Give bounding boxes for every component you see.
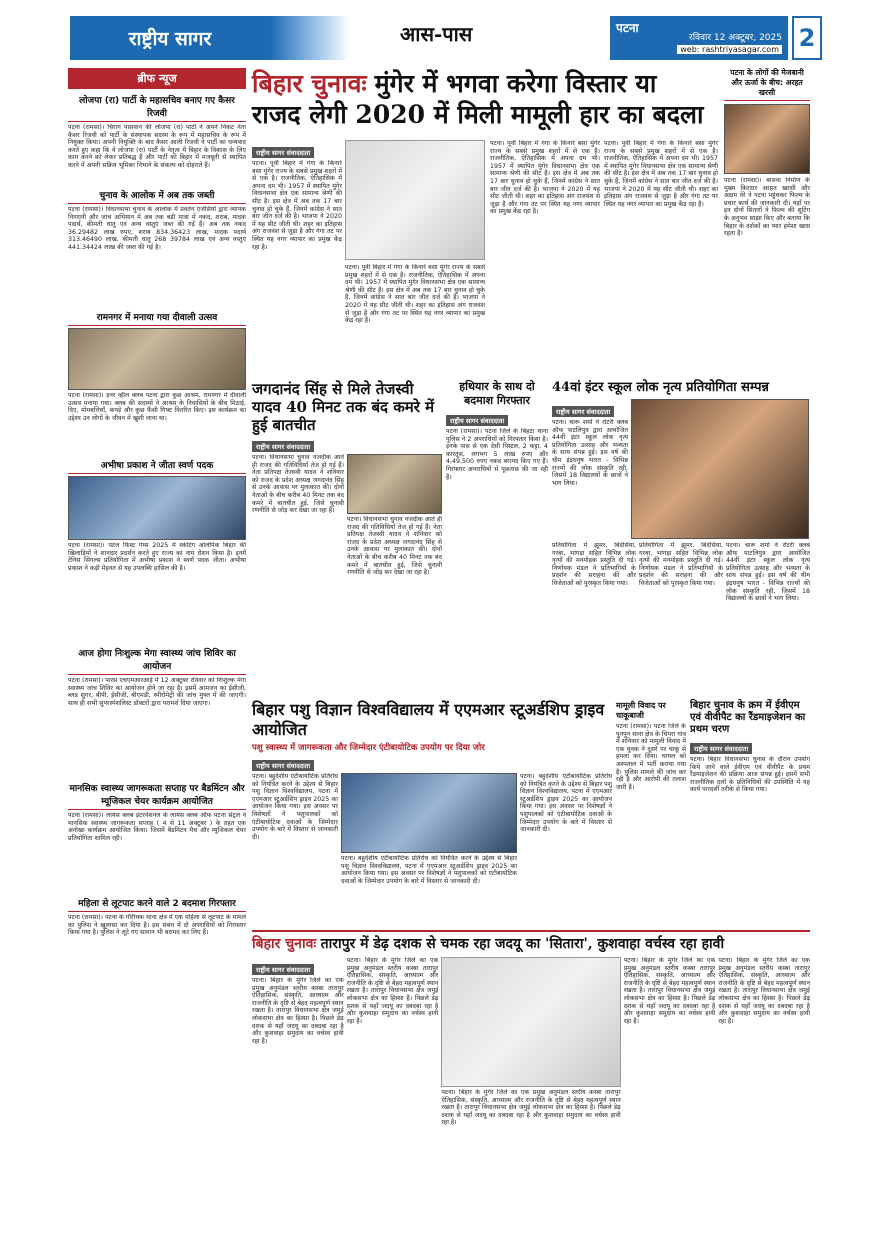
tarapur-label: बिहार चुनावः <box>252 936 317 952</box>
dance-body: पटना। चारू शर्मा ने रोटरी क्लब ऑफ पाटलिपुत्र द्वारा आयोजित 44वीं इंटर स्कूल लोक नृत्य प्रतियोगिता उत्साह और भव्यता के साथ संपन्न हुई। इस वर्ष की थीम इंद्रधनुष भारत - विभिन्न राज्यों की लोक संस्कृति रही, जिसमें 18 विद्यालयों के छात्रों ने भाग लिया। <box>552 419 628 487</box>
tarapur-headline: तारापुर में डेढ़ दशक से चमक रहा जदयू का 'सितारा', कुशवाहा वर्चस्व रहा हावी <box>320 936 725 952</box>
lead-headline <box>252 68 718 136</box>
lead-headline-b: राजद लेगी 2020 में मिली मामूली हार का बदला <box>252 100 704 129</box>
vet-body-3: पटना। बहुदेशीय एंटीबायोटिक प्रतिरोध को नियंत्रित करने के उद्देश्य से बिहार पशु विज्ञान विश्वविद्यालय, पटना में एएमआर स्टूअर्डशिप ड्राइव 2025 का आयोजन किया गया। इस अवसर पर विशेषज्ञों ने पशुपालकों को एंटीबायोटिक दवाओं के जिम्मेदार उपयोग के बारे में विस्तार से जानकारी दी। <box>520 773 612 834</box>
vet-photo <box>341 773 517 853</box>
lead-headline-a: मुंगेर में भगवा करेगा विस्तार या <box>374 69 657 98</box>
lead-label: बिहार चुनावः <box>252 69 367 98</box>
brief-headline: अभीषा प्रकाश ने जीता स्वर्ण पदक <box>68 456 246 474</box>
lead-body-col2: पटना। पूर्वी बिहार में गंगा के किनारे बसा मुंगेर राज्य के सबसे प्रमुख शहरों में से एक है। राजनीतिक, ऐतिहासिक में अपना दम भी। 1957 में स्थापित मुंगेर विधानसभा क्षेत्र एक सामान्य श्रेणी की सीट है। इस क्षेत्र में अब तक 17 बार चुनाव हो चुके हैं, जिनमें कांग्रेस ने सात बार जीत दर्ज की है। भाजपा ने 2020 में यह सीट जीती थी। शहर का इतिहास अंग राजवंश से जुड़ा है और गंगा तट पर स्थित यह नगर व्यापार का प्रमुख केंद्र रहा है। <box>345 264 485 325</box>
side-body: पटना (रामसा)। बासवा निर्माण के मुख्य किरदार अरहत खरसी और अक्षय वेरे ने पटना पहुंचकर फिल्म के प्रचार कार्य की जानकारी दी। यहाँ पर इन दोनों सितारों ने फिल्म की शूटिंग के अनुभव साझा किए और बताया कि बिहार के दर्शकों का प्यार हमेशा खास रहता है। <box>724 177 810 238</box>
page-number: 2 <box>792 16 822 60</box>
section-title: आस-पास <box>400 22 473 46</box>
lead-body-col4: पटना। पूर्वी बिहार में गंगा के किनारे बसा मुंगेर राज्य के सबसे प्रमुख शहरों में से एक है। राजनीतिक, ऐतिहासिक में अपना दम भी। 1957 में स्थापित मुंगेर विधानसभा क्षेत्र एक सामान्य श्रेणी की सीट है। इस क्षेत्र में अब तक 17 बार चुनाव हो चुके हैं, जिनमें कांग्रेस ने सात बार जीत दर्ज की है। भाजपा ने 2020 में यह सीट जीती थी। शहर का इतिहास अंग राजवंश से जुड़ा है और गंगा तट पर स्थित यह नगर व्यापार का प्रमुख केंद्र रहा है। <box>604 140 718 208</box>
brief-title: ब्रीफ न्यूज <box>68 68 246 89</box>
actor-photo <box>724 104 810 174</box>
dance-body-2: प्रतियोगिता में झूमर, बिदेसिया, गरबा, भांगड़ा सहित विभिन्न लोक नृत्यों की मनमोहक प्रस्तुति दी गई। निर्णायक मंडल ने प्रतिभागियों के प्रदर्शन की सराहना की और विजेताओं को पुरस्कृत किया गया। <box>552 542 636 587</box>
stabbing-body: पटना (रामसा)। पटना जिले के पुनपुन थाना क्षेत्र के चिपरा गांव में शनिवार को मामूली विवाद में एक युवक ने दूसरे पर चाकू से हमला कर दिया। घायल को अस्पताल में भर्ती कराया गया है। पुलिस मामले की जांच कर रही है और आरोपी की तलाश जारी है। <box>616 723 686 791</box>
brief-body: पटना (रामसा)। पटना के गौरीचक थाना क्षेत्र में एक महिला से लूटपाट के मामले का पुलिस ने खुलासा कर दिया है। इस संबंध में दो अपराधियों को गिरफ्तार किया गया है। पुलिस ने लूटे गए सामान भी बरामद कर लिए हैं। <box>68 914 246 937</box>
lead-byline: राष्ट्रीय सागर संवाददाता <box>252 147 314 158</box>
brief-headline: मानसिक स्वास्थ्य जागरूकता सप्ताह पर बैडमिंटन और म्यूजिकल चेयर कार्यक्रम आयोजित <box>68 779 246 810</box>
jagdanand-photo <box>347 454 442 514</box>
vet-body: पटना। बहुदेशीय एंटीबायोटिक प्रतिरोध को नियंत्रित करने के उद्देश्य से बिहार पशु विज्ञान विश्वविद्यालय, पटना में एएमआर स्टूअर्डशिप ड्राइव 2025 का आयोजन किया गया। इस अवसर पर विशेषज्ञों ने पशुपालकों को एंटीबायोटिक दवाओं के जिम्मेदार उपयोग के बारे में विस्तार से जानकारी दी। <box>252 773 338 841</box>
dance-body-4: पटना। चारू शर्मा ने रोटरी क्लब ऑफ पाटलिपुत्र द्वारा आयोजित 44वीं इंटर स्कूल लोक नृत्य प्रतियोगिता उत्साह और भव्यता के साथ संपन्न हुई। इस वर्ष की थीम इंद्रधनुष भारत - विभिन्न राज्यों की लोक संस्कृति रही, जिसमें 18 विद्यालयों के छात्रों ने भाग लिया। <box>726 542 810 603</box>
tarapur-body-5: पटना। बिहार के मुंगेर जिले का एक प्रमुख अनुमंडल स्तरीय कस्बा तारापुर ऐतिहासिक, संस्कृति, आध्यात्म और राजनीति के दृष्टि से बेहद महत्वपूर्ण स्थान रखता है। तारापुर विधानसभा क्षेत्र जमुई लोकसभा क्षेत्र का हिस्सा है। पिछले डेढ़ दशक से यहाँ जदयू का दबदबा रहा है और कुशवाहा समुदाय का वर्चस्व हावी रहा है। <box>718 957 811 1025</box>
vet-subhead: पशु स्वास्थ्य में जागरूकता और जिम्मेदार एंटीबायोटिक उपयोग पर दिया जोर <box>252 743 485 753</box>
lead-body: पटना। पूर्वी बिहार में गंगा के किनारे बसा मुंगेर राज्य के सबसे प्रमुख शहरों में से एक है। राजनीतिक, ऐतिहासिक में अपना दम भी। 1957 में स्थापित मुंगेर विधानसभा क्षेत्र एक सामान्य श्रेणी की सीट है। इस क्षेत्र में अब तक 17 बार चुनाव हो चुके हैं, जिनमें कांग्रेस ने सात बार जीत दर्ज की है। भाजपा ने 2020 में यह सीट जीती थी। शहर का इतिहास अंग राजवंश से जुड़ा है और गंगा तट पर स्थित यह नगर व्यापार का प्रमुख केंद्र रहा है। <box>252 160 342 251</box>
stabbing-story <box>616 700 686 933</box>
lead-body-col3: पटना। पूर्वी बिहार में गंगा के किनारे बसा मुंगेर राज्य के सबसे प्रमुख शहरों में से एक है। राजनीतिक, ऐतिहासिक में अपना दम भी। 1957 में स्थापित मुंगेर विधानसभा क्षेत्र एक सामान्य श्रेणी की सीट है। इस क्षेत्र में अब तक 17 बार चुनाव हो चुके हैं, जिनमें कांग्रेस ने सात बार जीत दर्ज की है। भाजपा ने 2020 में यह सीट जीती थी। शहर का इतिहास अंग राजवंश से जुड़ा है और गंगा तट पर स्थित यह नगर व्यापार का प्रमुख केंद्र रहा है। <box>490 140 600 216</box>
brief-body: पटना (रामसा)। विधानसभा चुनाव के आलोक में प्रवर्तन एजेंसियों द्वारा व्यापक निगरानी और जांच अभियान में अब तक बड़ी मात्रा में नकद, शराब, मादक पदार्थ, कीमती धातु एवं अन्य वस्तुएं जब्त की गई हैं। अब तक नकद 36.29482 लाख रुपए, शराब 834.36423 लाख, मादक पदार्थ 313.46490 लाख, कीमती धातु 268 39784 लाख एवं अन्य वस्तुएं 441.34424 लाख की जब्त की गई है। <box>68 206 246 251</box>
vet-story <box>252 700 612 943</box>
munger-map <box>345 140 485 260</box>
jagdanand-headline: जगदानंद सिंह से मिले तेजस्वी यादव 40 मिनट तक बंद कमरे में हुई बातचीत <box>252 380 435 434</box>
vet-headline: बिहार पशु विज्ञान विश्वविद्यालय में एएमआर स्टूअर्डशिप ड्राइव आयोजित <box>252 700 605 739</box>
medal-photo <box>68 476 246 540</box>
website: web: rashtriyasagar.com <box>677 45 782 54</box>
brief-body: पटना (रामसा)। पारस एचएमआरआई में 12 अक्टूबर रविवार को निःशुल्क मेगा स्वास्थ्य जांच शिविर का आयोजन होने जा रहा है। इसमें आमजन का ईसीजी, ब्लड शुगर, बीपी, ईसीजी, बीएमडी, स्पीरोमेट्री की जांच मुफ्त में की जाएगी। साथ ही सभी सुपरस्पेशलिस्ट डॉक्टरों द्वारा परामर्श दिया जाएगा। <box>68 677 246 707</box>
dance-photo <box>631 399 809 539</box>
arms-body: पटना (रामसा)। पटना जिले के बिहटा थाना पुलिस ने 2 अपराधियों को गिरफ्तार किया है। इनके पास से एक देसी पिस्टल, 2 कट्टा, 4 कारतूस, लगभग 5 लाख रुपए और 4,49,500 रुपए नकद बरामद किए गए हैं। गिरफ्तार अपराधियों से पूछताछ की जा रही है। <box>446 428 548 481</box>
vet-body-2: पटना। बहुदेशीय एंटीबायोटिक प्रतिरोध को नियंत्रित करने के उद्देश्य से बिहार पशु विज्ञान विश्वविद्यालय, पटना में एएमआर स्टूअर्डशिप ड्राइव 2025 का आयोजन किया गया। इस अवसर पर विशेषज्ञों ने पशुपालकों को एंटीबायोटिक दवाओं के जिम्मेदार उपयोग के बारे में विस्तार से जानकारी दी। <box>341 855 517 885</box>
evm-body: पटना। बिहार विधानसभा चुनाव के दौरान उपयोग किये जाने वाले ईवीएम एवं वीवीपैट के प्रथम रैंडमाइजेशन की प्रक्रिया आज संपन्न हुई। इसमें सभी राजनीतिक दलों के प्रतिनिधियों की उपस्थिति में यह कार्य पारदर्शी तरीके से किया गया। <box>690 756 810 794</box>
stabbing-headline: मामूली विवाद पर चाकूबाजी <box>616 700 666 720</box>
tarapur-byline: राष्ट्रीय सागर संवाददाता <box>252 964 314 975</box>
paper-name: राष्ट्रीय सागर <box>70 16 270 60</box>
tarapur-body-2: पटना। बिहार के मुंगेर जिले का एक प्रमुख अनुमंडल स्तरीय कस्बा तारापुर ऐतिहासिक, संस्कृति, आध्यात्म और राजनीति के दृष्टि से बेहद महत्वपूर्ण स्थान रखता है। तारापुर विधानसभा क्षेत्र जमुई लोकसभा क्षेत्र का हिस्सा है। पिछले डेढ़ दशक से यहाँ जदयू का दबदबा रहा है और कुशवाहा समुदाय का वर्चस्व हावी रहा है। <box>346 957 439 1025</box>
brief-headline: रामनगर में मनाया गया दीवाली उत्सव <box>68 308 246 326</box>
city: पटना <box>616 21 639 35</box>
brief-headline: चुनाव के आलोक में अब तक जब्ती <box>68 186 246 204</box>
evm-byline: राष्ट्रीय सागर संवाददाता <box>690 743 752 754</box>
arms-byline: राष्ट्रीय सागर संवाददाता <box>446 415 508 426</box>
diwali-photo <box>68 328 246 390</box>
vet-byline: राष्ट्रीय सागर संवाददाता <box>252 760 314 771</box>
brief-headline: लोजपा (रा) पार्टी के महासचिव बनाए गए कैसर रिजवी <box>68 91 246 122</box>
jagdanand-body-2: पटना। विधानसभा चुनाव नजदीक आते ही राजद की गतिविधियाँ तेज हो गई हैं। नेता प्रतिपक्ष तेजस्वी यादव ने शनिवार को राजद के प्रदेश अध्यक्ष जगदानंद सिंह से उनके आवास पर मुलाकात की। दोनों नेताओं के बीच करीब 40 मिनट तक बंद कमरे में बातचीत हुई, जिसे चुनावी रणनीति से जोड़ कर देखा जा रहा है। <box>347 516 442 577</box>
jagdanand-byline: राष्ट्रीय सागर संवाददाता <box>252 441 314 452</box>
side-caption: पटना के लोगों की मेजबानी और ऊर्जा के बीच: अरहत खरसी <box>724 68 810 101</box>
brief-headline: महिला से लूटपाट करने वाले 2 बदमाश गिरफ्तार <box>68 894 246 912</box>
dance-headline: 44वां इंटर स्कूल लोक नृत्य प्रतियोगिता सम्पन्न <box>552 380 769 395</box>
dance-story <box>552 380 810 677</box>
tarapur-headline-block <box>252 930 810 953</box>
tarapur-body-4: पटना। बिहार के मुंगेर जिले का एक प्रमुख अनुमंडल स्तरीय कस्बा तारापुर ऐतिहासिक, संस्कृति, आध्यात्म और राजनीति के दृष्टि से बेहद महत्वपूर्ण स्थान रखता है। तारापुर विधानसभा क्षेत्र जमुई लोकसभा क्षेत्र का हिस्सा है। पिछले डेढ़ दशक से यहाँ जदयू का दबदबा रहा है और कुशवाहा समुदाय का वर्चस्व हावी रहा है। <box>623 957 716 1025</box>
dance-body-3: प्रतियोगिता में झूमर, बिदेसिया, गरबा, भांगड़ा सहित विभिन्न लोक नृत्यों की मनमोहक प्रस्तुति दी गई। निर्णायक मंडल ने प्रतिभागियों के प्रदर्शन की सराहना की और विजेताओं को पुरस्कृत किया गया। <box>639 542 723 587</box>
lead-story <box>252 140 342 384</box>
masthead <box>70 16 816 60</box>
masthead-decoration <box>270 16 350 60</box>
date: रविवार 12 अक्टूबर, 2025 <box>689 33 782 43</box>
jagdanand-story <box>252 380 442 704</box>
brief-body: पटना (रामसा)। पटेल फिस्ट गेम्स 2025 में स्केटिंग ओलंपिक बिहार की खिलाड़ियों ने शानदार प्रदर्शन करते हुए राज्य का नाम रोशन किया है। इनमें टेनिस सिंगल्स प्रतियोगिता में अभीषा प्रकाश ने स्वर्ण पदक जीता। अभीषा प्रकाश ने कड़ी मेहनत से यह उपलब्धि हासिल की है। <box>68 542 246 572</box>
tarapur-story <box>252 930 810 1207</box>
arms-headline: हथियार के साथ दो बदमाश गिरफ्तार <box>459 380 535 407</box>
evm-story <box>690 700 810 936</box>
brief-body: पटना (रामसा)। इनर व्हील क्लब पटना द्वारा कुछ आश्रम, रामनगर में दीवाली उत्सव मनाया गया। क्लब की सदस्यों ने आश्रम के निवासियों के बीच मिठाई, दिए, मोमबत्तियाँ, कपड़े और कुछ फैंसी गिफ्ट वितरित किए। इस कार्यक्रम का उद्देश्य उन लोगों के जीवन में खुशी लाना था। <box>68 392 246 422</box>
masthead-info <box>610 16 788 60</box>
side-story <box>724 68 810 385</box>
tarapur-map <box>441 957 620 1087</box>
brief-column <box>68 68 246 1218</box>
arms-story <box>446 380 548 698</box>
dance-byline: राष्ट्रीय सागर संवाददाता <box>552 406 614 417</box>
brief-body: पटना (रामसा)। चिराग पासवान की लोजपा (रा) पार्टी ने अपने निकट नेता कैसर रिजवी को पार्टी के संस्थापक सदस्य के रूप में महासचिव के रूप में नियुक्त किया। अपनी नियुक्ति के बाद कैसर आली रिजवी ने पार्टी का धन्यवाद करते हुए कहा कि वे लोजपा (रा) पार्टी के नेतृत्व में बिहार के विकास के लिए काम करने को लेकर प्रतिबद्ध हैं और पार्टी को बिहार में मजबूती से स्थापित करने में अपनी सक्रिय भूमिका निभाने के संकल्प को दोहराते हैं। <box>68 124 246 169</box>
evm-headline: बिहार चुनाव के क्रम में ईवीएम एवं वीवीपैट का रैंडमाइजेशन का प्रथम चरण <box>690 700 806 735</box>
tarapur-body-3: पटना। बिहार के मुंगेर जिले का एक प्रमुख अनुमंडल स्तरीय कस्बा तारापुर ऐतिहासिक, संस्कृति, आध्यात्म और राजनीति के दृष्टि से बेहद महत्वपूर्ण स्थान रखता है। तारापुर विधानसभा क्षेत्र जमुई लोकसभा क्षेत्र का हिस्सा है। पिछले डेढ़ दशक से यहाँ जदयू का दबदबा रहा है और कुशवाहा समुदाय का वर्चस्व हावी रहा है। <box>441 1089 621 1127</box>
brief-body: पटना (रामसा)। लायंस क्लब इंटरनेशनल के लायंस क्लब ऑफ पटना सेंट्रल ने मानसिक स्वास्थ्य जागरूकता सप्ताह ( 4 से 11 अक्टूबर ) के तहत एक अनोखा कार्यक्रम आयोजित किया। जिसमें बैडमिंटन मैच और म्यूजिकल चेयर प्रतियोगिता शामिल रही। <box>68 812 246 842</box>
tarapur-body: पटना। बिहार के मुंगेर जिले का एक प्रमुख अनुमंडल स्तरीय कस्बा तारापुर ऐतिहासिक, संस्कृति, आध्यात्म और राजनीति के दृष्टि से बेहद महत्वपूर्ण स्थान रखता है। तारापुर विधानसभा क्षेत्र जमुई लोकसभा क्षेत्र का हिस्सा है। पिछले डेढ़ दशक से यहाँ जदयू का दबदबा रहा है और कुशवाहा समुदाय का वर्चस्व हावी रहा है। <box>252 977 344 1045</box>
jagdanand-body: पटना। विधानसभा चुनाव नजदीक आते ही राजद की गतिविधियाँ तेज हो गई हैं। नेता प्रतिपक्ष तेजस्वी यादव ने शनिवार को राजद के प्रदेश अध्यक्ष जगदानंद सिंह से उनके आवास पर मुलाकात की। दोनों नेताओं के बीच करीब 40 मिनट तक बंद कमरे में बातचीत हुई, जिसे चुनावी रणनीति से जोड़ कर देखा जा रहा है। <box>252 454 344 515</box>
brief-headline: आज होगा निःशुल्क मेगा स्वास्थ्य जांच शिविर का आयोजन <box>68 644 246 675</box>
